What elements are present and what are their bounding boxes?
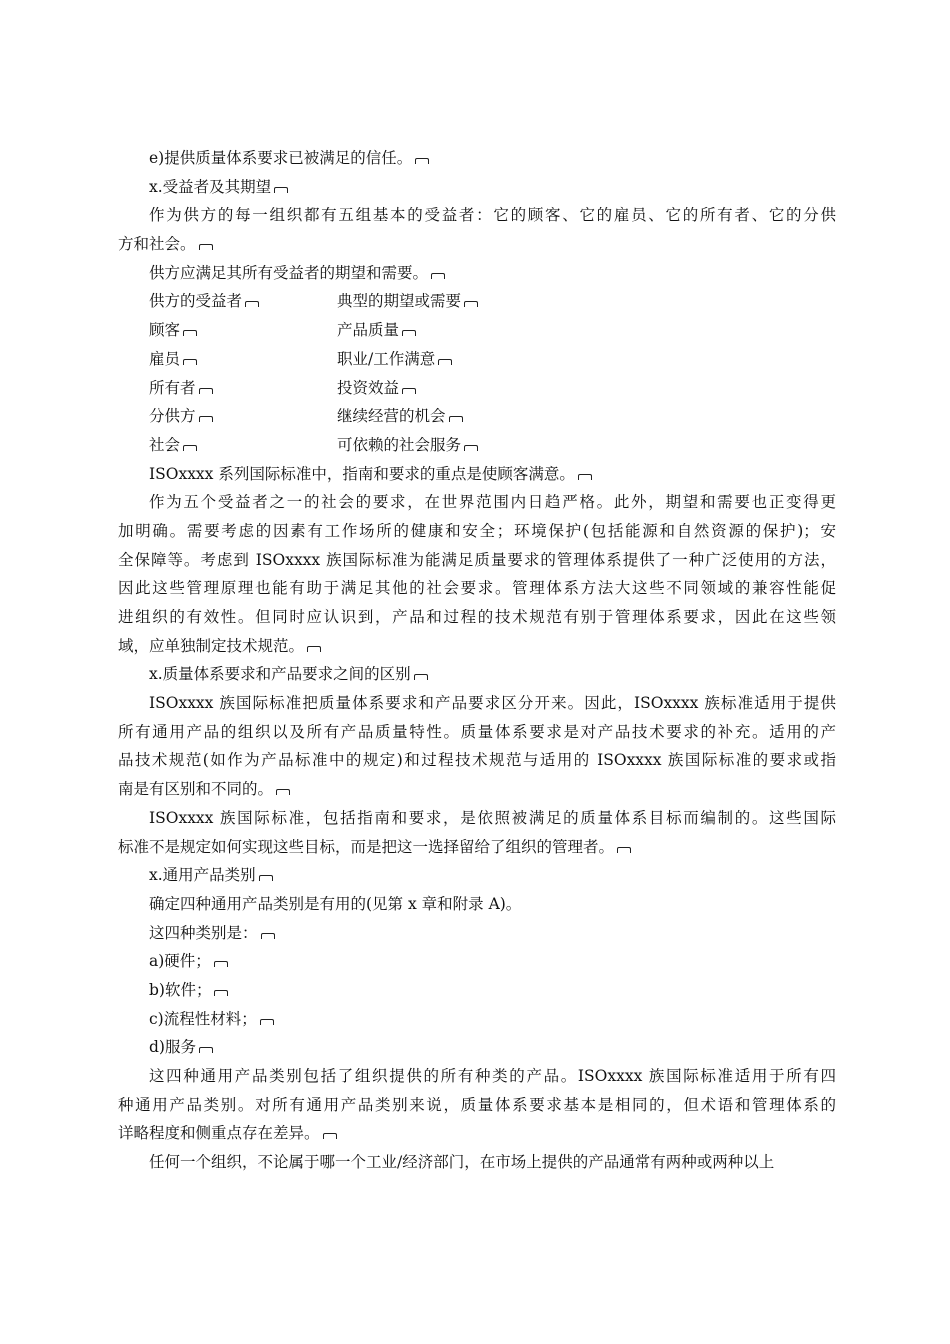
paragraph-end-mark-icon (199, 388, 213, 394)
paragraph-text: 确定四种通用产品类别是有用的(见第 x 章和附录 A)。 (149, 894, 522, 913)
beneficiary-table-row (118, 374, 836, 403)
paragraph-end-mark-icon (214, 990, 228, 996)
paragraph-end-mark-icon (402, 388, 416, 394)
paragraph-line (118, 976, 836, 1005)
paragraph-end-mark-icon (414, 674, 428, 680)
paragraph-line (118, 230, 836, 259)
table-cell-text: 雇员 (149, 349, 181, 368)
table-cell (149, 316, 337, 345)
paragraph-line (118, 919, 836, 948)
beneficiary-table-header (118, 287, 836, 316)
paragraph-end-mark-icon (449, 416, 463, 422)
paragraph-end-mark-icon (274, 187, 288, 193)
paragraph-end-mark-icon (245, 301, 259, 307)
paragraph-text: 种通用产品类别。对所有通用产品类别来说，质量体系要求基本是相同的，但术语和管理体系的 (118, 1095, 836, 1114)
table-cell (149, 345, 337, 374)
paragraph-end-mark-icon (307, 646, 321, 652)
paragraph-end-mark-icon (199, 1047, 213, 1053)
paragraph-line (118, 689, 836, 718)
paragraph-line (118, 890, 836, 919)
table-cell-text: 顾客 (149, 321, 181, 340)
paragraph-text: 任何一个组织，不论属于哪一个工业/经济部门，在市场上提供的产品通常有两种或两种以上 (149, 1153, 775, 1172)
paragraph-line (118, 947, 836, 976)
beneficiary-table-row (118, 316, 836, 345)
paragraph-line (118, 201, 836, 230)
table-header-cell (337, 287, 478, 316)
paragraph-text: c)流程性材料； (149, 1009, 257, 1028)
table-cell (149, 431, 337, 460)
table-header-text: 供方的受益者 (149, 292, 243, 311)
paragraph-line (118, 603, 836, 632)
paragraph-text: 品技术规范(如作为产品标准中的规定)和过程技术规范与适用的 ISOxxxx 族国际标准的要求或指 (118, 751, 836, 770)
paragraph-text: 标准不是规定如何实现这些目标，而是把这一选择留给了组织的管理者。 (118, 837, 615, 856)
paragraph-line (118, 775, 836, 804)
paragraph-text: 全保障等。考虑到 ISOxxxx 族国际标准为能满足质量要求的管理体系提供了一种广泛使用的方法， (118, 550, 836, 569)
paragraph-line (118, 861, 836, 890)
paragraph-text: 域，应单独制定技术规范。 (118, 636, 305, 655)
paragraph-end-mark-icon (617, 847, 631, 853)
paragraph-text: 因此这些管理原理也能有助于满足其他的社会要求。管理体系方法大这些不同领域的兼容性能促 (118, 579, 836, 598)
table-cell-text: 所有者 (149, 378, 196, 397)
paragraph-line (118, 1119, 836, 1148)
table-cell-text: 投资效益 (337, 378, 400, 397)
paragraph-line (118, 1148, 836, 1177)
paragraph-end-mark-icon (276, 789, 290, 795)
paragraph-text: ISOxxxx 族国际标准把质量体系要求和产品要求区分开来。因此，ISOxxxx 族标准适用于提供 (149, 694, 836, 713)
table-cell-text: 分供方 (149, 407, 196, 426)
paragraph-line (118, 546, 836, 575)
paragraph-text: ISOxxxx 族国际标准，包括指南和要求，是依照被满足的质量体系目标而编制的。这些国际 (149, 808, 836, 827)
table-cell-text: 继续经营的机会 (337, 407, 446, 426)
paragraph-text: 这四种类别是： (149, 923, 258, 942)
table-cell (337, 374, 416, 403)
paragraph-line (118, 259, 836, 288)
paragraph-line (118, 488, 836, 517)
paragraph-end-mark-icon (199, 416, 213, 422)
table-cell-text: 产品质量 (337, 321, 400, 340)
table-cell-text: 职业/工作满意 (337, 349, 436, 368)
paragraph-text: 所有通用产品的组织以及所有产品质量特性。质量体系要求是对产品技术要求的补充。适用的产 (118, 722, 836, 741)
beneficiary-table-row (118, 345, 836, 374)
paragraph-end-mark-icon (415, 158, 429, 164)
paragraph-line (118, 517, 836, 546)
table-cell-text: 可依赖的社会服务 (337, 435, 462, 454)
document-page (118, 144, 836, 1177)
paragraph-text: 方和社会。 (118, 235, 196, 254)
paragraph-text: 南是有区别和不同的。 (118, 780, 274, 799)
paragraph-end-mark-icon (464, 445, 478, 451)
paragraph-line (118, 632, 836, 661)
table-header-text: 典型的期望或需要 (337, 292, 462, 311)
beneficiary-table-row (118, 431, 836, 460)
table-cell (149, 374, 337, 403)
table-cell (337, 316, 416, 345)
table-cell (337, 402, 463, 431)
paragraph-end-mark-icon (199, 244, 213, 250)
paragraph-text: ISOxxxx 系列国际标准中，指南和要求的重点是使顾客满意。 (149, 464, 575, 483)
paragraph-line (118, 1005, 836, 1034)
paragraph-line (118, 1062, 836, 1091)
paragraph-line (118, 144, 836, 173)
paragraph-text: 详略程度和侧重点存在差异。 (118, 1124, 320, 1143)
paragraph-text: 这四种通用产品类别包括了组织提供的所有种类的产品。ISOxxxx 族国际标准适用于所有四 (149, 1067, 836, 1085)
paragraph-text: x.受益者及其期望 (149, 177, 272, 196)
table-cell (337, 345, 452, 374)
paragraph-text: e)提供质量体系要求已被满足的信任。 (149, 149, 413, 167)
paragraph-text: a)硬件； (149, 952, 211, 971)
paragraph-line (118, 574, 836, 603)
table-header-cell (149, 287, 337, 316)
paragraph-line (118, 460, 836, 489)
paragraph-line (118, 173, 836, 202)
paragraph-line (118, 746, 836, 775)
paragraph-line (118, 833, 836, 862)
paragraph-end-mark-icon (261, 933, 275, 939)
paragraph-line (118, 1091, 836, 1120)
paragraph-end-mark-icon (323, 1133, 337, 1139)
paragraph-text: 进组织的有效性。但同时应认识到，产品和过程的技术规范有别于管理体系要求，因此在这些领 (118, 608, 836, 626)
table-cell (337, 431, 478, 460)
paragraph-text: x.通用产品类别 (149, 866, 256, 885)
table-cell-text: 社会 (149, 435, 181, 454)
paragraph-end-mark-icon (183, 359, 197, 365)
paragraph-text: 作为五个受益者之一的社会的要求，在世界范围内日趋严格。此外，期望和需要也正变得更 (149, 493, 836, 512)
paragraph-text: 供方应满足其所有受益者的期望和需要。 (149, 263, 429, 282)
paragraph-line (118, 804, 836, 833)
paragraph-end-mark-icon (431, 273, 445, 279)
beneficiary-table-row (118, 402, 836, 431)
paragraph-end-mark-icon (259, 875, 273, 881)
paragraph-end-mark-icon (464, 301, 478, 307)
paragraph-text: 加明确。需要考虑的因素有工作场所的健康和安全；环境保护(包括能源和自然资源的保护)；安 (118, 521, 836, 540)
paragraph-line (118, 718, 836, 747)
table-cell (149, 402, 337, 431)
paragraph-text: d)服务 (149, 1038, 196, 1057)
paragraph-text: 作为供方的每一组织都有五组基本的受益者：它的顾客、它的雇员、它的所有者、它的分供 (149, 206, 836, 225)
paragraph-end-mark-icon (183, 330, 197, 336)
paragraph-end-mark-icon (402, 330, 416, 336)
paragraph-end-mark-icon (183, 445, 197, 451)
paragraph-end-mark-icon (578, 474, 592, 480)
paragraph-end-mark-icon (260, 1019, 274, 1025)
paragraph-text: x.质量体系要求和产品要求之间的区别 (149, 665, 411, 684)
paragraph-text: b)软件； (149, 980, 212, 999)
paragraph-line (118, 660, 836, 689)
paragraph-end-mark-icon (438, 359, 452, 365)
paragraph-line (118, 1033, 836, 1062)
paragraph-end-mark-icon (214, 961, 228, 967)
